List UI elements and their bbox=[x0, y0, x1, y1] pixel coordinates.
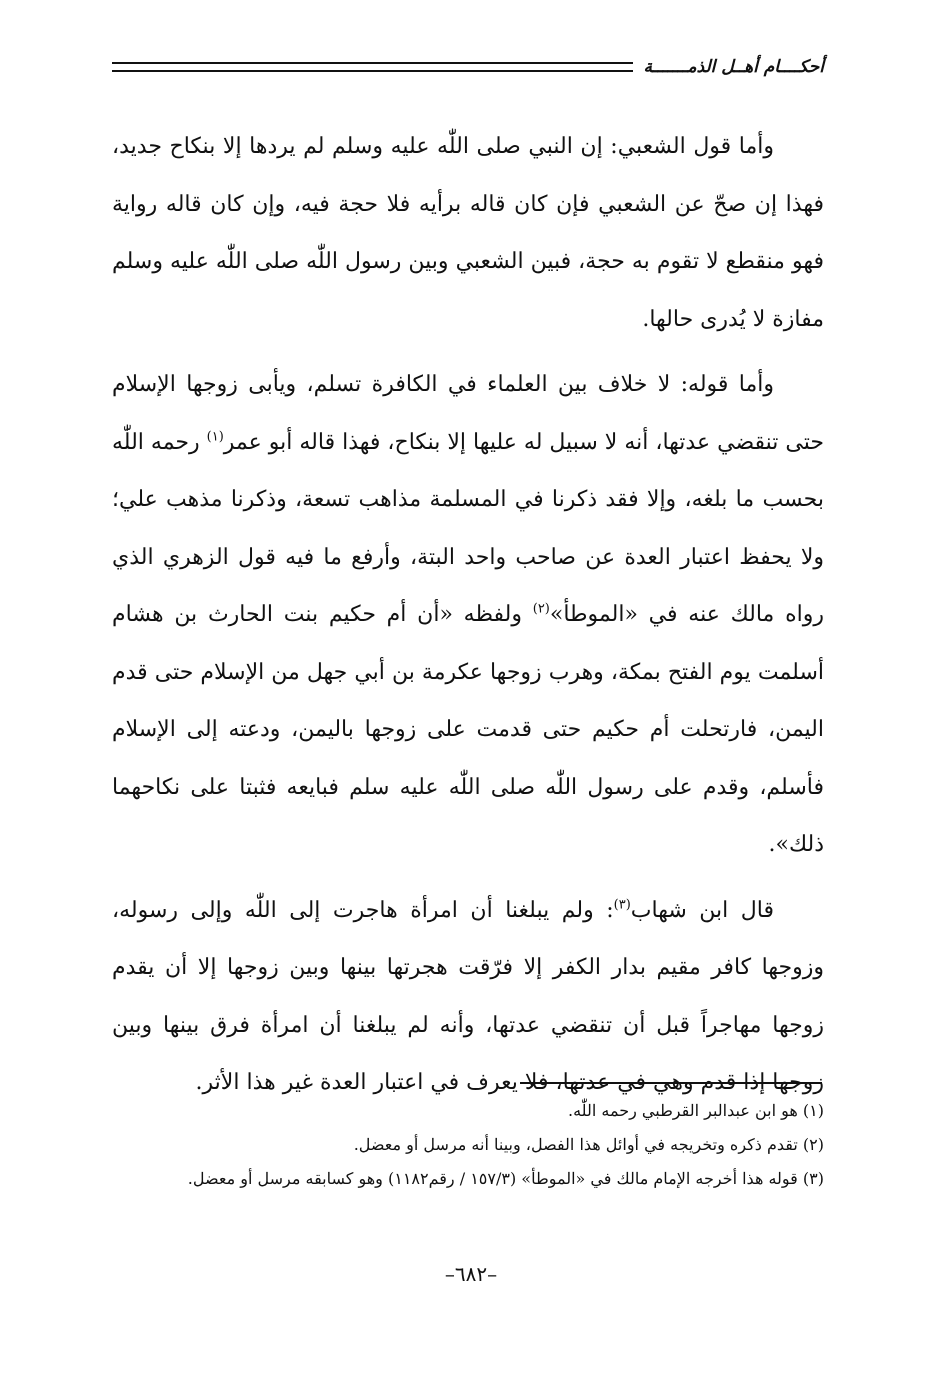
footnote: (١) هو ابن عبدالبر القرطبي رحمه اللّٰه. bbox=[568, 1101, 824, 1120]
paragraph-text: ولفظه «أن أم حكيم بنت الحارث بن هشام أسلمت يوم الفتح بمكة، وهرب زوجها عكرمة بن أبي جهل من الإسلام حتى قدم اليمن، فارتحلت أم حكيم حتى قدمت على زوجها باليمن، ودعته إلى الإسلام فأسلم، وقدم على رسول اللّٰه صلى اللّٰه عليه سلم فبايعه فثبتا على نكاحهما ذلك». bbox=[112, 602, 824, 857]
footnote-reference: (٣) bbox=[613, 897, 631, 913]
paragraph-text: : ولم يبلغنا أن امرأة هاجرت إلى اللّٰه وإلى رسوله، وزوجها كافر مقيم بدار الكفر إلا فرّقت هجرتها بينها وبين زوجها إلا أن يقدم زوجها مهاجراً قبل أن تنقضي عدتها، وأنه لم يبلغنا أن امرأة فرق بينها وبين زوجها إذا قدم وهي في عدتها، فلا يعرف في اعتبار العدة غير هذا الأثر. bbox=[112, 897, 824, 1095]
paragraph bbox=[112, 118, 824, 348]
paragraph-text: وأما قوله: لا خلاف بين العلماء في الكافرة تسلم، ويأبى زوجها الإسلام حتى تنقضي عدتها، أنه لا سبيل له عليها إلا بنكاح، فهذا قاله أبو عمر bbox=[112, 372, 824, 455]
paragraph bbox=[112, 356, 824, 874]
paragraph bbox=[112, 882, 824, 1112]
footnote: (٢) تقدم ذكره وتخريجه في أوائل هذا الفصل، وبينا أنه مرسل أو معضل. bbox=[353, 1135, 824, 1154]
footnote-reference: (٢) bbox=[532, 601, 550, 617]
running-header bbox=[112, 52, 824, 82]
footnotes bbox=[112, 1094, 824, 1196]
header-title: أحكــــام أهــل الذمـــــــة bbox=[643, 57, 824, 77]
page-number: –٦٨٢– bbox=[444, 1262, 498, 1286]
paragraph-text: رحمه اللّٰه بحسب ما بلغه، وإلا فقد ذكرنا في المسلمة مذاهب تسعة، وذكرنا مذهب علي؛ ولا يحفظ اعتبار العدة عن صاحب واحد البتة، وأرفع ما فيه قول الزهري الذي رواه مالك عنه في «الموطأ» bbox=[112, 429, 824, 627]
footnote-separator bbox=[520, 1082, 822, 1084]
paragraph-text: وأما قول الشعبي: إن النبي صلى اللّٰه عليه وسلم لم يردها إلا بنكاح جديد، فهذا إن صحّ عن الشعبي فإن كان قاله برأيه فلا حجة فيه، وإن كان قاله رواية فهو منقطع لا تقوم به حجة، فبين الشعبي وبين رسول اللّٰه صلى اللّٰه عليه وسلم مفازة لا يُدرى حالها. bbox=[112, 134, 824, 332]
footnote-reference: (١) bbox=[206, 429, 224, 445]
footnote: (٣) قوله هذا أخرجه الإمام مالك في «الموطأ» (١٥٧/٣ / رقم١١٨٢) وهو كسابقه مرسل أو معضل. bbox=[187, 1169, 824, 1188]
main-text bbox=[112, 118, 824, 1112]
paragraph-text: قال ابن شهاب bbox=[630, 897, 775, 923]
header-double-rule bbox=[112, 62, 633, 72]
